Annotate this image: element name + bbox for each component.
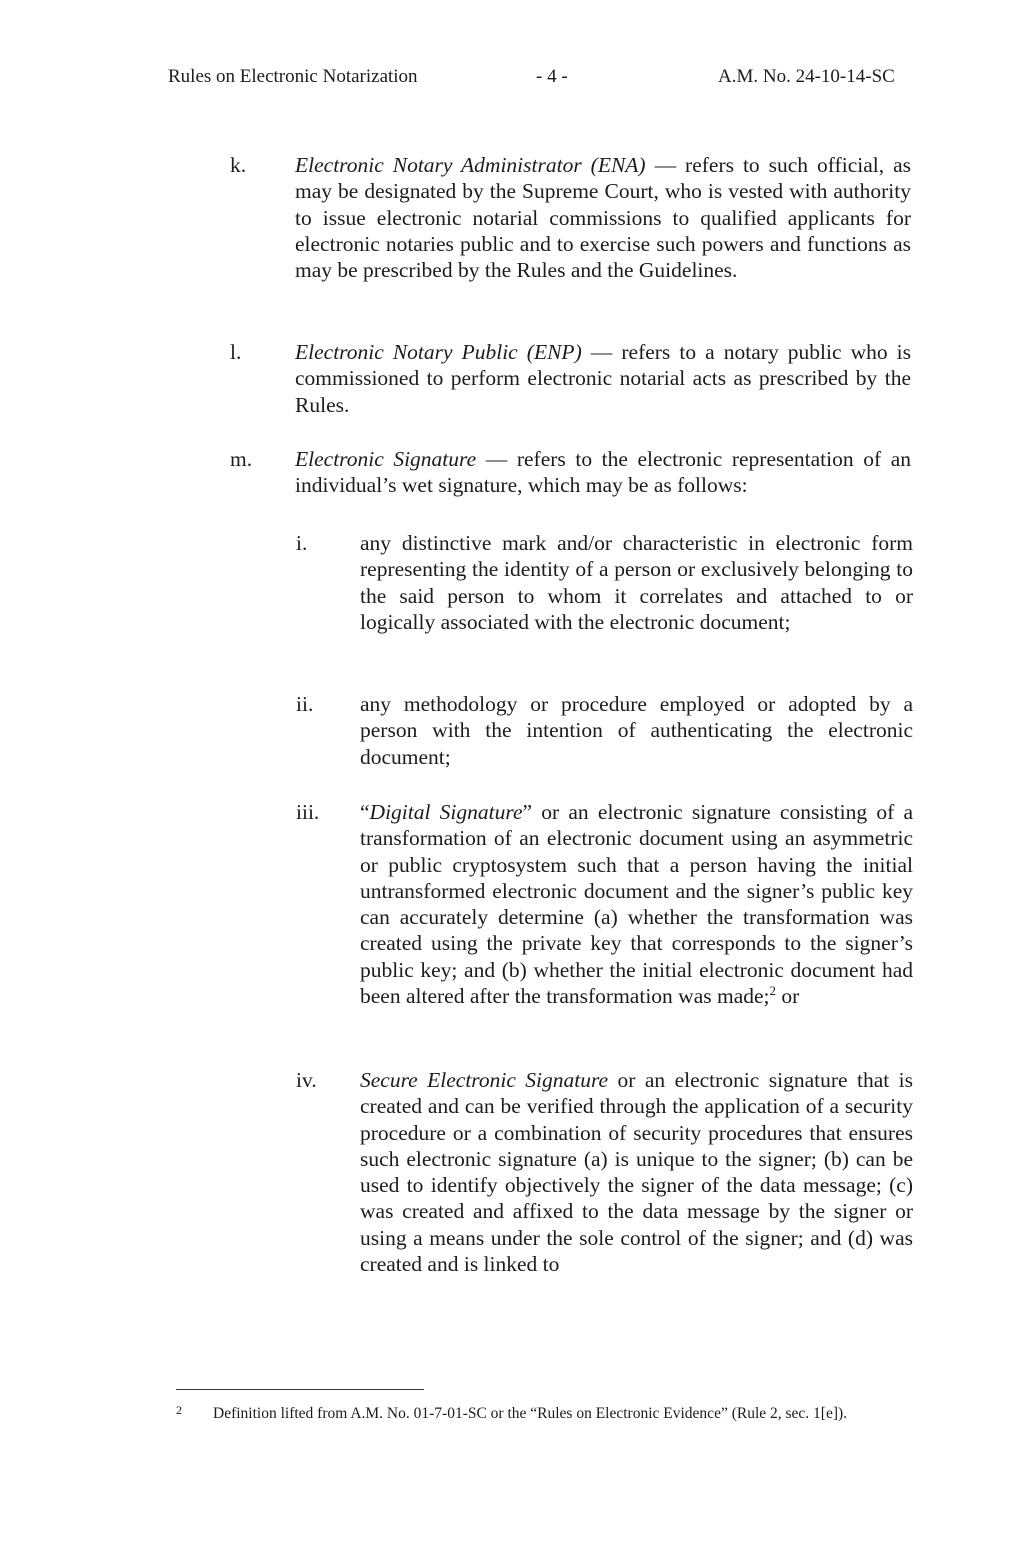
footnote-text: Definition lifted from A.M. No. 01-7-01-SC or the “Rules on Electronic Evidence” (Rule 2, sec. 1[e]).: [213, 1405, 848, 1422]
subitem-term: Secure Electronic Signature: [360, 1068, 609, 1092]
subitem-marker: ii.: [296, 692, 314, 716]
subitem-marker: iv.: [296, 1068, 317, 1092]
definition-marker: l.: [230, 340, 242, 364]
case-number: A.M. No. 24-10-14-SC: [718, 66, 895, 87]
subitem-text: any distinctive mark and/or characteristic in electronic form representing the identity of a person or exclusively belonging to the said person to whom it correlates and attached to or logically associated with the electronic document;: [360, 531, 913, 634]
page-header: [0, 66, 1024, 96]
definition-term: Electronic Notary Public (ENP): [295, 340, 582, 364]
definition-text: — refers to the electronic representation of an individual’s wet signature, which may be as follows:: [295, 447, 912, 498]
subitem-term: Digital Signature: [369, 800, 523, 824]
definition-term: Electronic Signature: [295, 447, 477, 471]
subitem-marker: iii.: [296, 800, 320, 824]
subitem-text: or an electronic signature that is created and can be verified through the application of a security procedure or a combination of security procedures that ensures such electronic signature (a) is unique to the signer; (b) can be used to identify objectively the signer of the data message; (c) was created and affixed to the data message by the signer or using a means under the sole control of the signer; and (d) was created and is linked to: [360, 1068, 913, 1277]
subitem-text-after: or: [776, 984, 800, 1009]
definition-marker: k.: [230, 153, 247, 177]
definition-text: — refers to such official, as may be designated by the Supreme Court, who is vested with authority to issue electronic notarial commissions to qualified applicants for electronic notaries public and to exercise such powers and functions as may be prescribed by the Rules and the Guidelines.: [295, 153, 911, 283]
close-quote: ”: [522, 800, 533, 824]
footnote-number: 2: [176, 1403, 182, 1417]
footnote-divider: [176, 1389, 424, 1390]
subitem-body: [360, 1067, 913, 1277]
footnote-reference[interactable]: 2: [769, 982, 777, 998]
header-title: Rules on Electronic Notarization: [168, 66, 418, 87]
subitem-text: any methodology or procedure employed or adopted by a person with the intention of authenticating the electronic document;: [360, 692, 913, 769]
definition-body: [295, 152, 911, 283]
definition-marker: m.: [230, 447, 253, 471]
definition-body: [295, 339, 911, 418]
definition-text: — refers to a notary public who is commissioned to perform electronic notarial acts as prescribed by the Rules.: [295, 340, 911, 417]
subitem-marker: i.: [296, 531, 308, 555]
page-number: - 4 -: [536, 66, 568, 87]
subitem-text: or an electronic signature consisting of a transformation of an electronic document using an asymmetric or public cryptosystem such that a person having the initial untransformed electronic document and the signer’s public key can accurately determine (a) whether the transformation was created using the private key that corresponds to the signer’s public key; and (b) whether the initial electronic document had been altered after the transformation was made;: [360, 800, 913, 1009]
definition-body: [295, 446, 911, 499]
definition-term: Electronic Notary Administrator (ENA): [295, 153, 646, 177]
subitem-body: [360, 799, 913, 1009]
open-quote: “: [360, 800, 370, 824]
